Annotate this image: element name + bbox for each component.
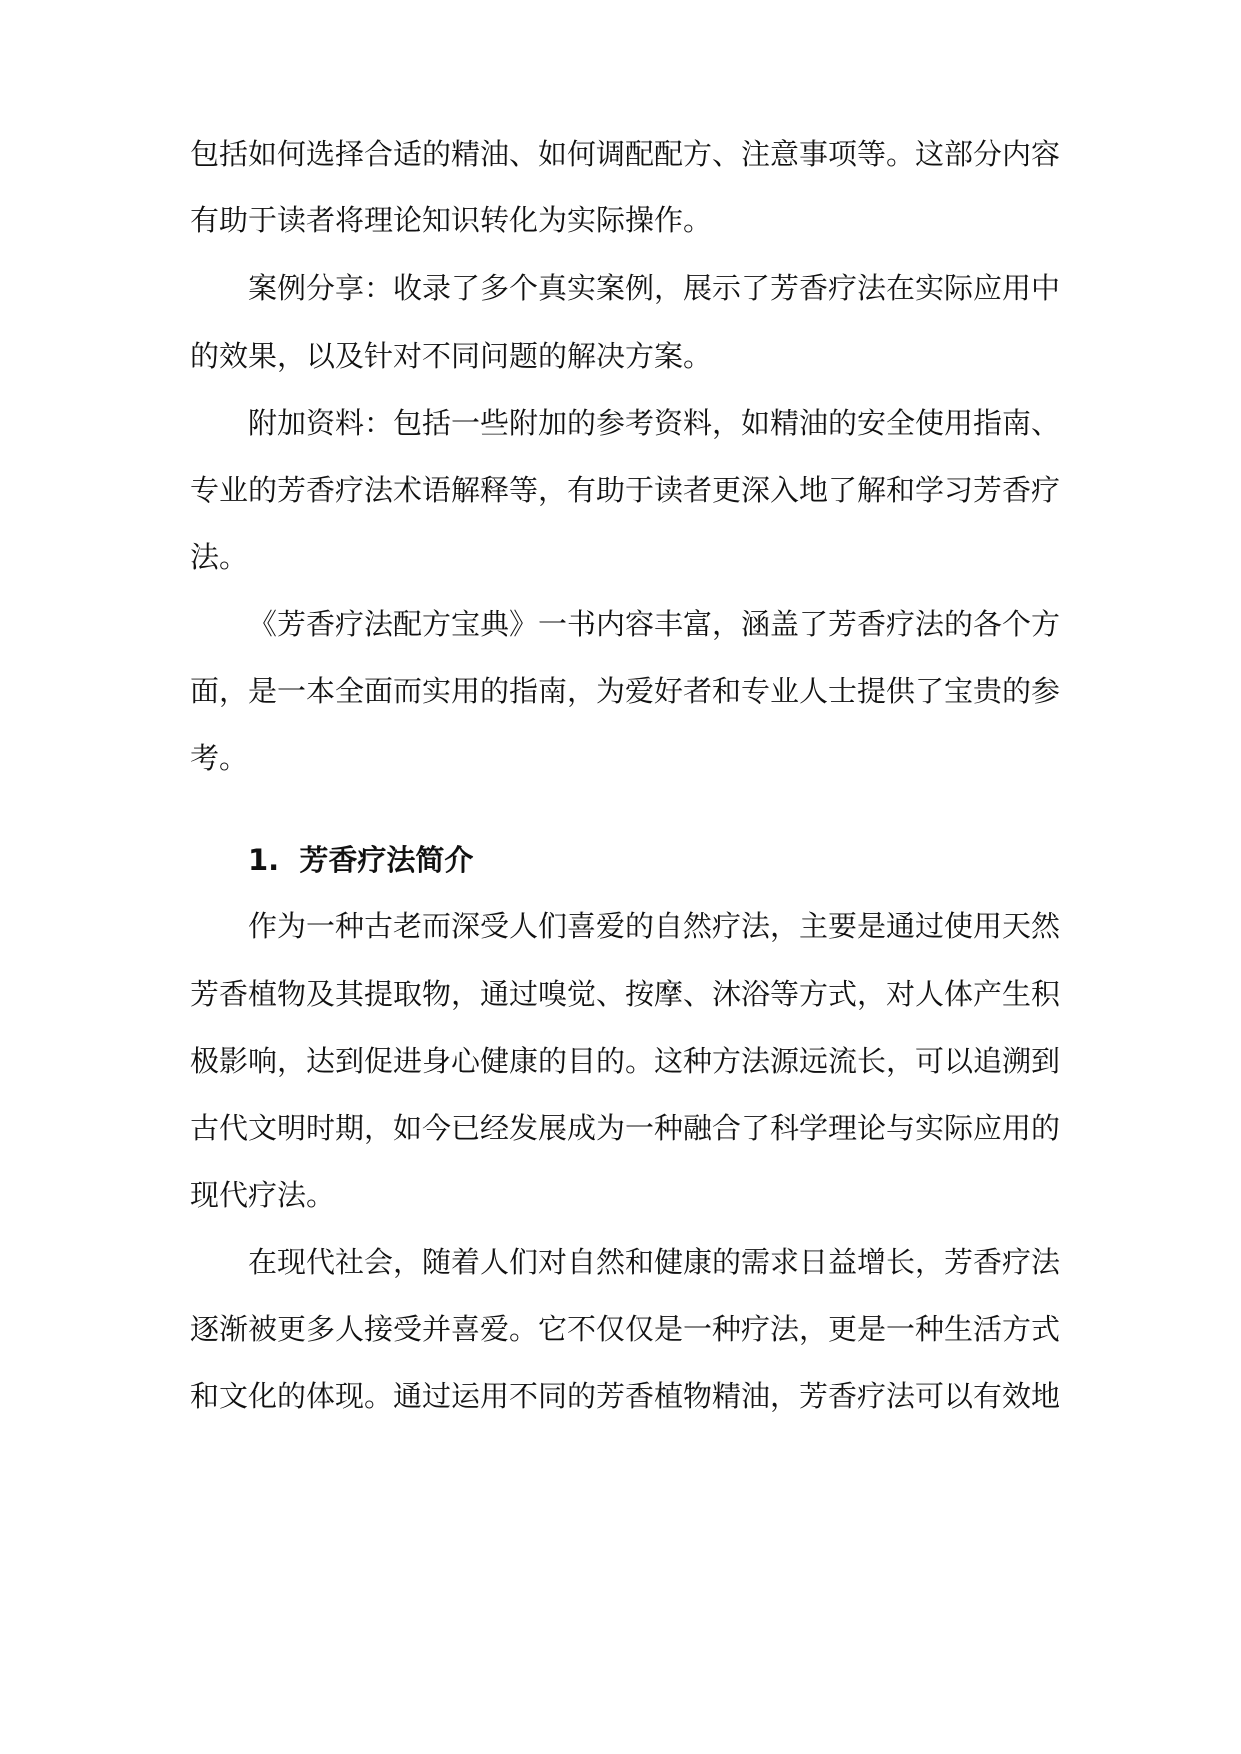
text-line: 包括如何选择合适的精油、如何调配配方、注意事项等。这部分内容 bbox=[190, 137, 1061, 171]
text-line: 在现代社会，随着人们对自然和健康的需求日益增长，芳香疗法 bbox=[248, 1245, 1061, 1279]
text-line: 法。 bbox=[190, 540, 249, 574]
text-line: 芳香植物及其提取物，通过嗅觉、按摩、沐浴等方式，对人体产生积 bbox=[190, 977, 1061, 1011]
text-line: 案例分享：收录了多个真实案例，展示了芳香疗法在实际应用中 bbox=[248, 271, 1061, 305]
section-title: 芳香疗法简介 bbox=[299, 843, 474, 877]
text-line: 考。 bbox=[190, 741, 249, 775]
text-line: 逐渐被更多人接受并喜爱。它不仅仅是一种疗法，更是一种生活方式 bbox=[190, 1312, 1061, 1346]
section-heading bbox=[248, 840, 948, 880]
text-line: 专业的芳香疗法术语解释等，有助于读者更深入地了解和学习芳香疗 bbox=[190, 473, 1061, 507]
text-line: 现代疗法。 bbox=[190, 1178, 336, 1212]
text-line: 的效果，以及针对不同问题的解决方案。 bbox=[190, 339, 713, 373]
text-line: 作为一种古老而深受人们喜爱的自然疗法，主要是通过使用天然 bbox=[248, 909, 1061, 943]
text-line: 《芳香疗法配方宝典》一书内容丰富，涵盖了芳香疗法的各个方 bbox=[248, 607, 1061, 641]
text-line: 和文化的体现。通过运用不同的芳香植物精油，芳香疗法可以有效地 bbox=[190, 1379, 1061, 1413]
text-line: 有助于读者将理论知识转化为实际操作。 bbox=[190, 203, 713, 237]
section-number: 1. bbox=[248, 843, 280, 877]
text-line: 面，是一本全面而实用的指南，为爱好者和专业人士提供了宝贵的参 bbox=[190, 674, 1061, 708]
text-line: 古代文明时期，如今已经发展成为一种融合了科学理论与实际应用的 bbox=[190, 1111, 1061, 1145]
text-line: 附加资料：包括一些附加的参考资料，如精油的安全使用指南、 bbox=[248, 406, 1061, 440]
text-line: 极影响，达到促进身心健康的目的。这种方法源远流长，可以追溯到 bbox=[190, 1044, 1061, 1078]
